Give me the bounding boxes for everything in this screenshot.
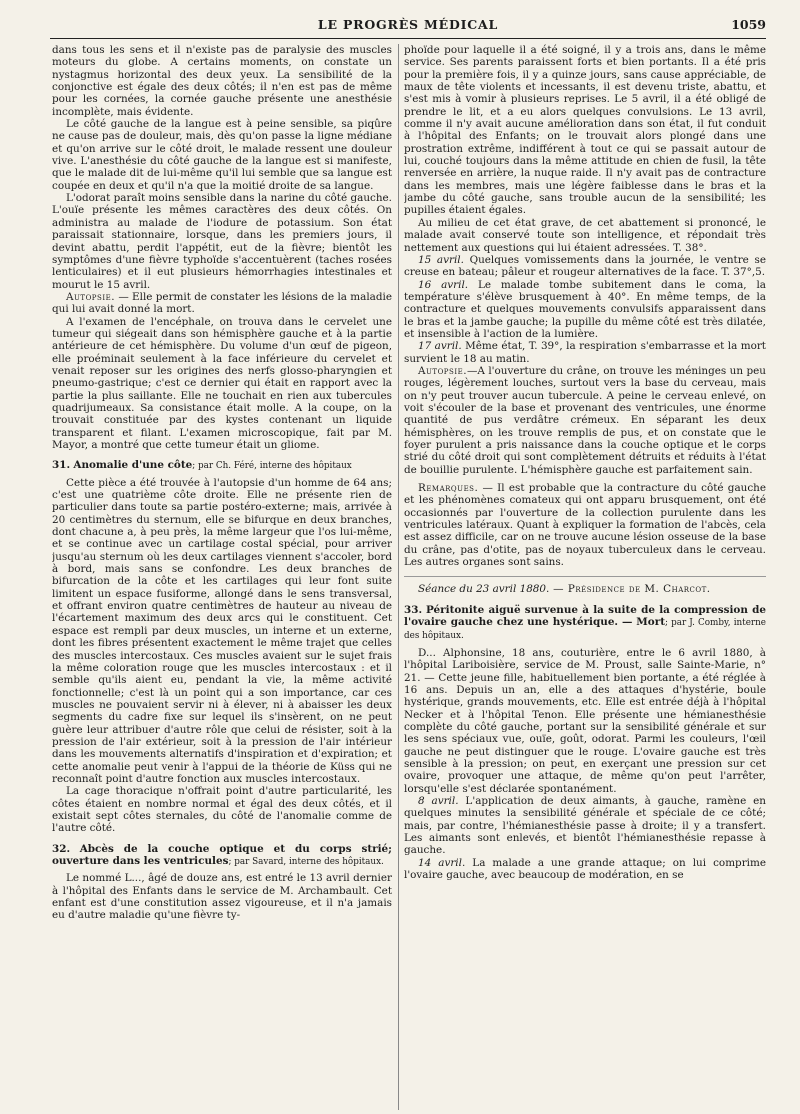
running-title: LE PROGRÈS MÉDICAL xyxy=(317,17,499,32)
autopsie-label: Autopsie. xyxy=(66,290,115,303)
dated-entry xyxy=(404,340,766,365)
article-heading-33 xyxy=(404,604,766,643)
dated-entry xyxy=(404,857,766,882)
paragraph: D... Alphonsine, 18 ans, couturière, entre le 6 avril 1880, à l'hôpital Lariboisière, service de M. Proust, salle Sainte-Marie, n° 21. — Cette jeune fille, habituellement bien portante, a été réglée à 16 ans. Depuis un an, elle a des attaques d'hystérie, boule hystérique, grands mouvements, etc. Elle est entrée déjà à l'hôpital Necker et à l'hôpital Tenon. Elle présente une hémianesthésie complète du côté gauche, portant sur la sensibilité générale et sur les sens spéciaux vue, ouïe, goût, odorat. Parmi les couleurs, l'œil gauche ne peut distinguer que le rouge. L'ovaire gauche est très sensible à la pression; on peut, en exerçant une pression sur cet ovaire, provoquer une attaque, de même qu'on peut l'arrêter, lorsqu'elle s'est déclarée spontanément. xyxy=(404,646,766,795)
entry-text: Même état, T. 39°, la respiration s'embarrasse et la mort survient le 18 au matin. xyxy=(404,340,766,365)
autopsie-text: — Elle permit de constater les lésions de la maladie qui lui avait donné la mort. xyxy=(52,290,392,316)
dated-entry xyxy=(404,254,766,279)
paragraph: Le nommé L..., âgé de douze ans, est entré le 13 avril dernier à l'hôpital des Enfants dans le service de M. Archambault. Cet enfant est d'une constitution assez vigoureuse, et il n'a jamais eu d'autre maladie qu'une fièvre ty- xyxy=(52,872,392,922)
column-divider xyxy=(398,44,399,1110)
left-column xyxy=(52,44,392,1110)
entry-date: 16 avril. xyxy=(418,278,469,291)
remarques-paragraph xyxy=(404,482,766,568)
paragraph: Au milieu de cet état grave, de cet abattement si prononcé, le malade avait conservé toute son intelligence, et répondait très nettement aux questions qui lui étaient adressées. T. 38°. xyxy=(404,216,766,254)
entry-date: 8 avril. xyxy=(418,794,459,807)
page-number: 1059 xyxy=(731,17,766,32)
remarques-text: — Il est probable que la contracture du côté gauche et les phénomènes comateux qui ont apparu brusquement, ont été occasionnés par l'ouverture de la collection purulente dans les ventricules latéraux. Quant à expliquer la formation de l'abcès, cela est assez difficile, car on ne trouve aucune lésion osseuse de la base du crâne, pas d'otite, pas de noyaux tuberculeux dans le cerveau. Les autres organes sont sains. xyxy=(404,482,766,569)
session-line xyxy=(404,576,766,595)
remarques-label: Remarques. xyxy=(418,482,479,495)
autopsie-label: Autopsie. xyxy=(418,364,467,377)
entry-text: Le malade tombe subitement dans le coma, la température s'élève brusquement à 40°. En même temps, de la contracture et quelques mouvements convulsifs apparaissent dans le bras et la jambe gauche; la pupille du même côté est très dilatée, et insensible à l'action de la lumière. xyxy=(404,278,766,340)
paragraph: A l'examen de l'encéphale, on trouva dans le cervelet une tumeur qui siégeait dans son hémisphère gauche et à la partie antérieure de cet hémisphère. Du volume d'un œuf de pigeon, elle proéminait seulement à la face inférieure du cervelet et venait reposer sur les origines des nerfs glosso-pharyngien et pneumo-gastrique; c'est ce dernier qui était en rapport avec la partie la plus saillante. Elle ne touchait en rien aux tubercules quadrijumeaux. Sa consistance était molle. A la coupe, on la trouvait constituée par des kystes contenant un liquide transparent et filant. L'examen microscopique, fait par M. Mayor, a montré que cette tumeur était un gliome. xyxy=(52,315,392,451)
article-byline: ; par Savard, interne des hôpitaux. xyxy=(228,857,384,867)
paragraph: Le côté gauche de la langue est à peine sensible, sa piqûre ne cause pas de douleur, mais, dès qu'on passe la ligne médiane et qu'on arrive sur le côté droit, le malade ressent une douleur vive. L'anesthésie du côté gauche de la langue est si manifeste, que le malade dit de lui-même qu'il lui semble que sa langue est coupée en deux et qu'il n'a que la moitié droite de sa langue. xyxy=(52,118,392,192)
autopsie-text: —A l'ouverture du crâne, on trouve les méninges un peu rouges, légèrement louches, surtout vers la base du cerveau, mais on n'y peut trouver aucun tubercule. A peine le cerveau enlevé, on voit s'écouler de la base et provenant des ventricules, une énorme quantité de pus verdâtre crémeux. En séparant les deux hémisphères, on les trouve remplis de pus, et on constate que le foyer purulent a pris naissance dans la couche optique et le corps strié du côté droit qui sont complètement détruits et réduits à l'état de bouillie purulente. L'hémisphère gauche est parfaitement sain. xyxy=(404,364,766,476)
right-column xyxy=(404,44,766,1110)
article-title: Péritonite aiguë survenue à la suite de la compression de l'ovaire gauche chez une hystérique. — Mort xyxy=(404,603,766,629)
article-title: Abcès de la couche optique et du corps strié; ouverture dans les ventricules xyxy=(52,842,392,867)
article-title: Anomalie d'une côte xyxy=(73,459,193,472)
article-byline: ; par Ch. Féré, interne des hôpitaux xyxy=(192,461,352,472)
page-header xyxy=(50,14,766,39)
paragraph: L'odorat paraît moins sensible dans la narine du côté gauche. L'ouïe présente les mêmes caractères des deux côtés. On administra au malade de l'iodure de potassium. Son état paraissait stationnaire, lorsque, dans les premiers jours, il devint abattu, perdit l'appétit, eut de la fièvre; bientôt les symptômes d'une fièvre typhoïde s'accentuèrent (taches rosées lenticulaires) et il eut plusieurs hémorrhagies intestinales et mourut le 15 avril. xyxy=(52,192,392,291)
session-president: — Présidence de M. Charcot. xyxy=(549,583,711,596)
article-number: 33. xyxy=(404,603,423,616)
autopsie-paragraph xyxy=(404,365,766,476)
autopsie-paragraph xyxy=(52,291,392,316)
article-number: 31. xyxy=(52,459,71,472)
entry-text: Quelques vomissements dans la journée, le ventre se creuse en bateau; pâleur et rougeur alternatives de la face. T. 37°,5. xyxy=(404,253,766,279)
article-byline: ; par J. Comby, interne des hôpitaux. xyxy=(404,618,766,642)
paragraph: dans tous les sens et il n'existe pas de paralysie des muscles moteurs du globe. A certains moments, on constate un nystagmus horizontal des deux yeux. La sensibilité de la conjonctive est égale des deux côtés; il n'en est pas de même pour les cornées, la cornée gauche présente une anesthésie incomplète, mais évidente. xyxy=(52,44,392,118)
session-date: Séance du 23 avril 1880. xyxy=(418,583,550,596)
paragraph: phoïde pour laquelle il a été soigné, il y a trois ans, dans le même service. Ses parents paraissent forts et bien portants. Il a été pris pour la première fois, il y a quinze jours, sans cause appréciable, de maux de tête violents et incessants, il est devenu triste, abattu, et s'est mis à vomir à plusieurs reprises. Le 5 avril, il a été obligé de prendre le lit, et a eu alors quelques convulsions. Le 13 avril, comme il n'y avait aucune amélioration dans son état, il fut conduit à l'hôpital des Enfants; on le trouvait alors plongé dans une prostration extrême, indifférent à tout ce qui se passait autour de lui, couché toujours dans la même attitude en chien de fusil, la tête renversée en arrière, la nuque raide. Il n'y avait pas de contracture dans les membres, mais une légère faiblesse dans le bras et la jambe du côté gauche, sans trouble aucun de la sensibilité; les pupilles étaient égales. xyxy=(404,44,766,217)
entry-date: 14 avril. xyxy=(418,856,466,869)
dated-entry xyxy=(404,795,766,857)
dated-entry xyxy=(404,279,766,341)
article-number: 32. xyxy=(52,842,71,855)
paragraph: Cette pièce a été trouvée à l'autopsie d'un homme de 64 ans; c'est une quatrième côte droite. Elle ne présente rien de particulier dans toute sa partie postéro-externe; mais, arrivée à 20 centimètres du sternum, elle se bifurque en deux branches, dont chacune a, à peu près, la même largeur que l'os lui-même, et se continue avec un cartilage costal spécial, pour arriver jusqu'au sternum où les deux cartilages viennent s'accoler, bord à bord, mais sans se confondre. Les deux branches de bifurcation de la côte et les cartilages qui leur font suite limitent un espace fusiforme, allongé dans le sens transversal, et offrant environ quatre centimètres de hauteur au niveau de l'écartement maximum des deux arcs qui le constituent. Cet espace est rempli par deux muscles, un interne et un externe, dont les fibres présentent exactement le même trajet que celles des muscles intercostaux. Ces muscles avaient sur le sujet frais la même coloration rouge que les muscles intercostaux : et il semble qu'ils aient eu, pendant la vie, la même activité fonctionnelle; c'est là un point qui a son importance, car ces muscles ne pouvaient servir ni à élever, ni à abaisser les deux segments du cadre fixe sur lequel ils s'insèrent, on ne peut guère leur attribuer d'autre rôle que celui de résister, soit à la pression de l'air extérieur, soit à la pression de l'air intérieur dans les mouvements alternatifs d'inspiration et d'expiration; et cette anomalie peut venir à l'appui de la théorie de Küss qui ne reconnaît point d'autre fonction aux muscles intercostaux. xyxy=(52,476,392,785)
entry-text: L'application de deux aimants, à gauche, ramène en quelques minutes la sensibilité générale et spéciale de ce côté; mais, par contre, l'hémianesthésie passe à droite; il y a transfert. Les aimants sont enlevés, et bientôt l'hémianesthésie repasse à gauche. xyxy=(404,794,766,857)
paragraph: La cage thoracique n'offrait point d'autre particularité, les côtes étaient en nombre normal et égal des deux côtés, et il existait sept côtes sternales, du côté de l'anomalie comme de l'autre côté. xyxy=(52,785,392,835)
entry-text: La malade a une grande attaque; on lui comprime l'ovaire gauche, avec beaucoup de modération, en se xyxy=(404,856,766,881)
entry-date: 15 avril. xyxy=(418,253,464,266)
article-heading-31 xyxy=(52,459,392,472)
article-heading-32 xyxy=(52,843,392,869)
entry-date: 17 avril. xyxy=(418,340,462,353)
